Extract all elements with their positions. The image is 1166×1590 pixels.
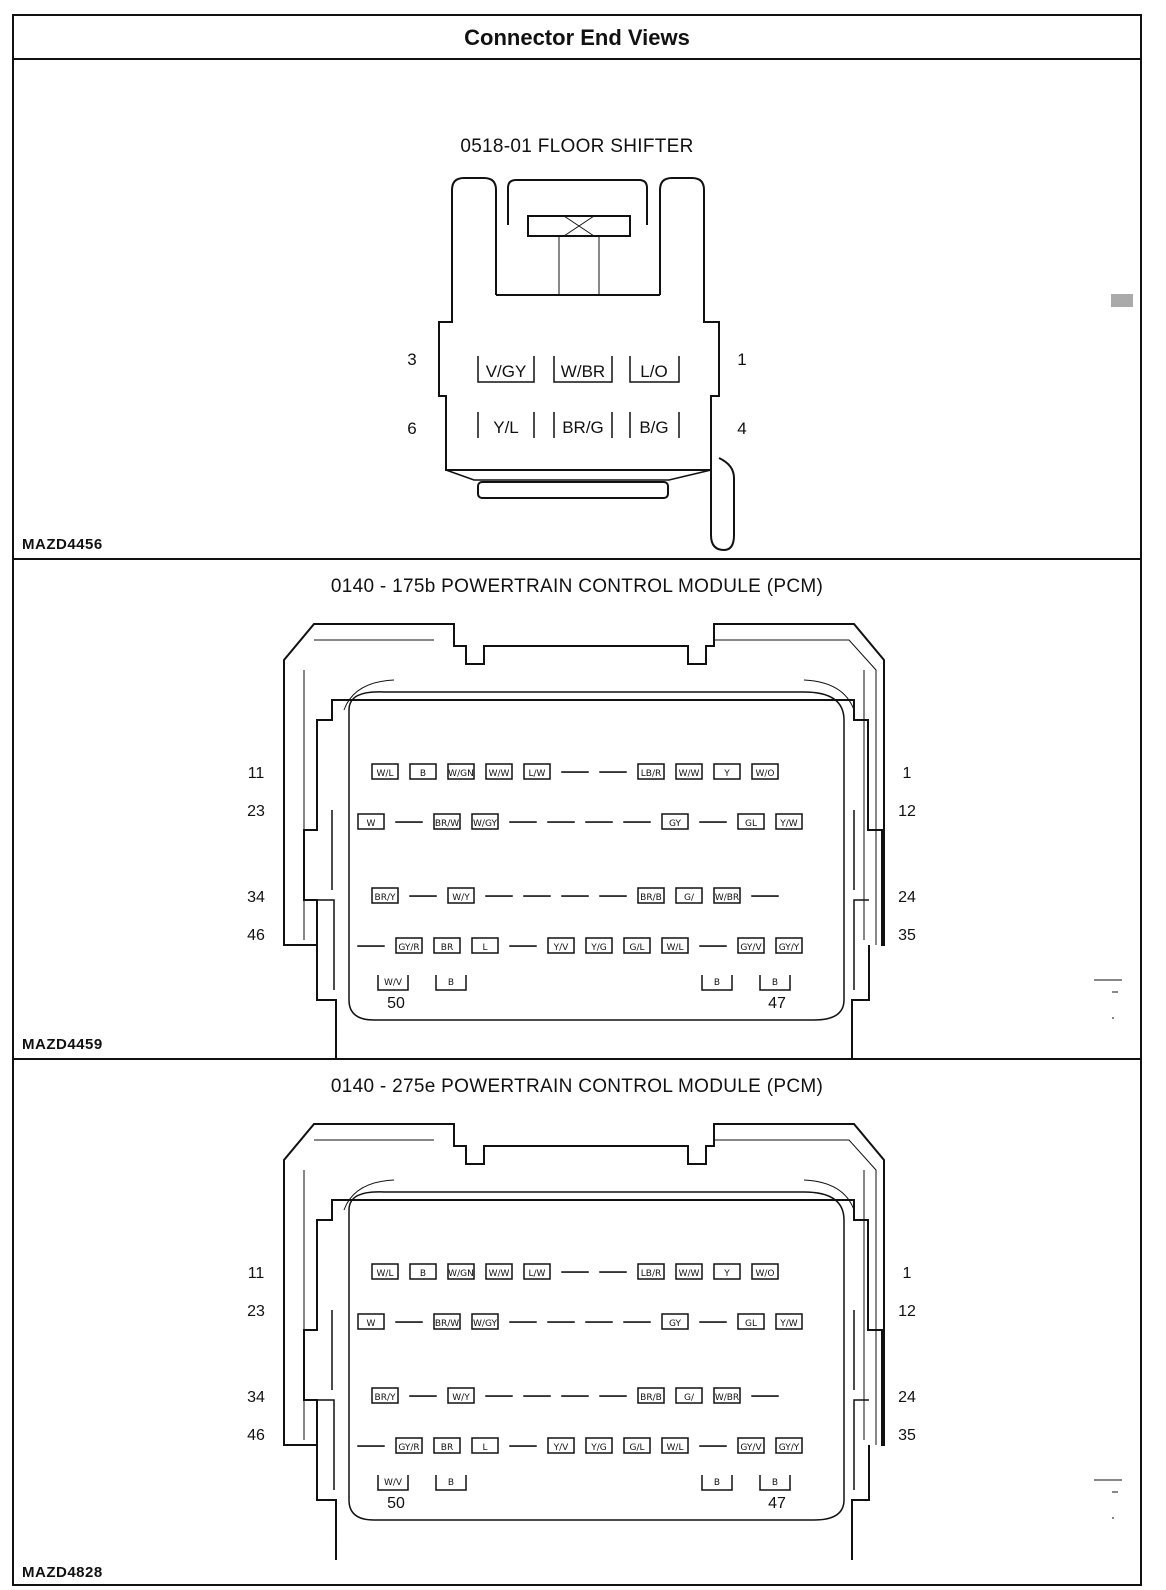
pcm-pin-label: LB/R: [640, 769, 662, 779]
floor-shifter-pin: Y/L: [493, 418, 519, 437]
pcm-pin-label: W/V: [383, 1478, 403, 1488]
pcm-pin-label: BR/Y: [374, 1393, 396, 1403]
pcm-pin-label: GY/R: [398, 943, 420, 953]
pcm-pin-label: GL: [745, 819, 757, 829]
pcm-pin-label: L: [482, 943, 488, 953]
pcm-b-title: 0140 - 275e POWERTRAIN CONTROL MODULE (PCM): [330, 1076, 824, 1097]
pcm-pin-label: GY/V: [740, 943, 762, 953]
floor-shifter-connector-drawing: [14, 60, 1140, 560]
pcm-pin-label: Y/G: [591, 1443, 607, 1453]
pcm-pin-label: BR: [440, 1443, 454, 1453]
pcm-a-title: 0140 - 175b POWERTRAIN CONTROL MODULE (PCM): [330, 576, 824, 597]
pcm-pin-label: W/GY: [473, 819, 497, 829]
pcm-pin-label: GY/Y: [778, 1443, 800, 1453]
pcm-pin-label: Y/V: [553, 1443, 569, 1453]
pcm-pin-label: W/Y: [452, 1393, 470, 1403]
pcm-pin-number: 11: [247, 1265, 265, 1282]
pcm-pin-label: BR/W: [434, 819, 460, 829]
pcm-pin-label: Y/V: [553, 943, 569, 953]
pcm-pin-label: BR/B: [640, 893, 662, 903]
pcm-b-panel: [14, 1060, 1140, 1586]
pcm-pin-number: 35: [898, 927, 916, 944]
pcm-pin-label: B: [713, 1478, 721, 1488]
pcm-pin-label: W: [366, 1319, 376, 1329]
pcm-pin-number: 34: [247, 889, 265, 906]
pcm-a-connector-drawing: [14, 560, 1140, 1060]
pcm-pin-label: GY: [668, 1319, 682, 1329]
pin-number: 4: [737, 419, 747, 438]
pcm-pin-number: 24: [898, 1389, 916, 1406]
pcm-pin-label: BR/W: [434, 1319, 460, 1329]
pcm-pin-label: W: [366, 819, 376, 829]
floor-shifter-panel: [14, 60, 1140, 560]
pin-number: 1: [737, 350, 747, 369]
pcm-pin-label: G/L: [629, 943, 645, 953]
pcm-pin-label: LB/R: [640, 1269, 662, 1279]
pcm-pin-label: L: [482, 1443, 488, 1453]
pcm-pin-label: B: [447, 1478, 455, 1488]
pcm-pin-number: 24: [898, 889, 916, 906]
pcm-pin-number: 50: [387, 1495, 405, 1512]
pcm-pin-label: B: [771, 1478, 779, 1488]
pcm-pin-label: B: [419, 769, 427, 779]
pcm-pin-label: G/: [683, 893, 695, 903]
pcm-pin-label: W/O: [755, 769, 775, 779]
pcm-pin-label: B: [447, 978, 455, 988]
pcm-pin-label: W/L: [666, 943, 684, 953]
pcm-pin-label: W/L: [666, 1443, 684, 1453]
pcm-pin-number: 11: [247, 765, 265, 782]
floor-shifter-pin: B/G: [639, 418, 669, 437]
pcm-pin-label: Y/W: [780, 1319, 798, 1329]
pcm-a-panel: [14, 560, 1140, 1060]
pcm-pin-label: W/W: [488, 769, 510, 779]
pcm-pin-label: W/L: [376, 769, 394, 779]
pcm-pin-number: 23: [247, 1303, 265, 1320]
page-frame: [12, 14, 1142, 1586]
pcm-pin-label: W/GY: [473, 1319, 497, 1329]
figure-code: MAZD4456: [22, 536, 103, 553]
pcm-pin-label: W/V: [383, 978, 403, 988]
pcm-pin-label: BR: [440, 943, 454, 953]
floor-shifter-pin: BR/G: [562, 418, 604, 437]
pcm-pin-number: 47: [768, 995, 786, 1012]
pcm-pin-number: 1: [902, 1265, 912, 1282]
figure-code: MAZD4459: [22, 1036, 103, 1053]
pin-number: 3: [407, 350, 417, 369]
pcm-pin-label: G/L: [629, 1443, 645, 1453]
pcm-pin-label: Y: [724, 769, 730, 779]
pcm-pin-number: 47: [768, 1495, 786, 1512]
pcm-pin-label: GY: [668, 819, 682, 829]
pcm-pin-label: W/W: [678, 769, 700, 779]
pin-number: 6: [407, 419, 417, 438]
pcm-pin-number: 12: [898, 803, 916, 820]
floor-shifter-pin: V/GY: [485, 362, 527, 381]
figure-code: MAZD4828: [22, 1564, 103, 1581]
pcm-pin-label: W/O: [755, 1269, 775, 1279]
pcm-pin-label: W/GN: [448, 1269, 474, 1279]
pcm-pin-label: W/W: [678, 1269, 700, 1279]
pcm-pin-number: 46: [247, 927, 265, 944]
pcm-pin-label: W/Y: [452, 893, 470, 903]
pcm-pin-label: Y/W: [780, 819, 798, 829]
pcm-b-connector-drawing: [14, 1060, 1140, 1586]
pcm-pin-label: W/GN: [448, 769, 474, 779]
pcm-pin-number: 12: [898, 1303, 916, 1320]
floor-shifter-title: 0518-01 FLOOR SHIFTER: [460, 136, 694, 157]
pcm-pin-label: B: [419, 1269, 427, 1279]
pcm-pin-label: BR/Y: [374, 893, 396, 903]
pcm-pin-label: L/W: [528, 769, 546, 779]
pcm-pin-number: 46: [247, 1427, 265, 1444]
floor-shifter-pin: L/O: [640, 362, 668, 381]
pcm-pin-number: 34: [247, 1389, 265, 1406]
pcm-pin-number: 35: [898, 1427, 916, 1444]
pcm-pin-label: W/BR: [714, 1393, 740, 1403]
pcm-pin-label: BR/B: [640, 1393, 662, 1403]
pcm-pin-label: GY/V: [740, 1443, 762, 1453]
pcm-pin-number: 50: [387, 995, 405, 1012]
floor-shifter-pin: W/BR: [560, 362, 606, 381]
pcm-pin-label: G/: [683, 1393, 695, 1403]
pcm-pin-label: B: [713, 978, 721, 988]
pcm-pin-label: Y/G: [591, 943, 607, 953]
pcm-pin-label: W/W: [488, 1269, 510, 1279]
pcm-pin-number: 1: [902, 765, 912, 782]
pcm-pin-label: GL: [745, 1319, 757, 1329]
pcm-pin-label: GY/R: [398, 1443, 420, 1453]
pcm-pin-label: W/BR: [714, 893, 740, 903]
pcm-pin-label: L/W: [528, 1269, 546, 1279]
page-tab-marker: [1111, 294, 1133, 307]
pcm-pin-label: W/L: [376, 1269, 394, 1279]
pcm-pin-label: Y: [724, 1269, 730, 1279]
pcm-pin-label: B: [771, 978, 779, 988]
page-title: Connector End Views: [14, 16, 1140, 60]
pcm-pin-number: 23: [247, 803, 265, 820]
pcm-pin-label: GY/Y: [778, 943, 800, 953]
